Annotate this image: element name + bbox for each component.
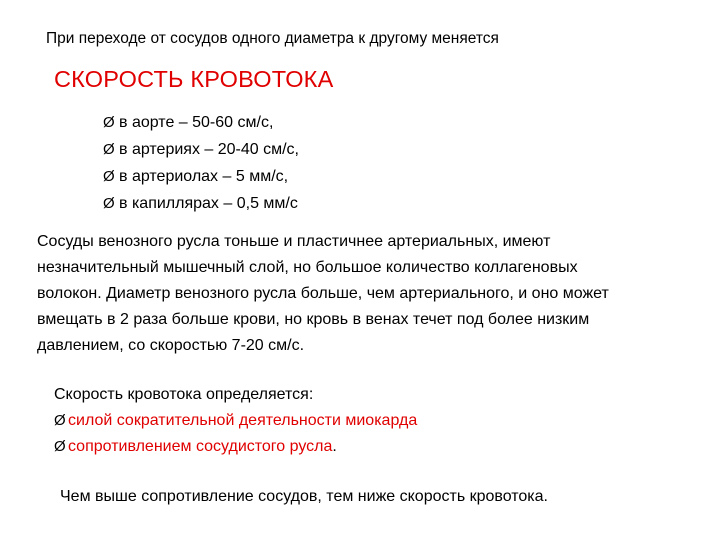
speed-list: [103, 112, 299, 220]
list-item: [103, 166, 299, 193]
paragraph-line: Сосуды венозного русла тоньше и пластичнее артериальных, имеют: [37, 233, 551, 250]
factor-myocardium: силой сократительной деятельности миокарда: [68, 412, 418, 429]
arrow-bullet-icon: Ø: [54, 438, 66, 455]
intro-text: При переходе от сосудов одного диаметра к другому меняется: [46, 30, 499, 47]
arrow-bullet-icon: Ø: [103, 114, 115, 131]
speed-item-arterioles: в артериолах – 5 мм/с,: [119, 168, 289, 185]
factor-resistance: сопротивлением сосудистого русла: [68, 438, 333, 455]
list-item: [103, 139, 299, 166]
paragraph-line: давлением, со скоростью 7-20 см/с.: [37, 337, 305, 354]
list-item: [54, 408, 417, 434]
conclusion-text: Чем выше сопротивление сосудов, тем ниже скорость кровотока.: [60, 488, 548, 505]
list-item: [54, 434, 417, 460]
list-item: [103, 112, 299, 139]
list-item: [103, 193, 299, 220]
arrow-bullet-icon: Ø: [103, 141, 115, 158]
arrow-bullet-icon: Ø: [103, 195, 115, 212]
factor-suffix: .: [332, 438, 337, 455]
speed-item-capillaries: в капиллярах – 0,5 мм/с: [119, 195, 298, 212]
paragraph-line: вмещать в 2 раза больше крови, но кровь в венах течет под более низким: [37, 311, 590, 328]
arrow-bullet-icon: Ø: [103, 168, 115, 185]
arrow-bullet-icon: Ø: [54, 412, 66, 429]
speed-item-aorta: в аорте – 50-60 см/с,: [119, 114, 274, 131]
paragraph-line: незначительный мышечный слой, но большое количество коллагеновых: [37, 259, 578, 276]
slide-heading: СКОРОСТЬ КРОВОТОКА: [54, 66, 334, 92]
factors-title: Скорость кровотока определяется:: [54, 386, 314, 403]
speed-item-arteries: в артериях – 20-40 см/с,: [119, 141, 299, 158]
paragraph-line: волокон. Диаметр венозного русла больше, чем артериального, и оно может: [37, 285, 609, 302]
venous-paragraph: [37, 229, 713, 359]
factors-list: [54, 408, 417, 460]
